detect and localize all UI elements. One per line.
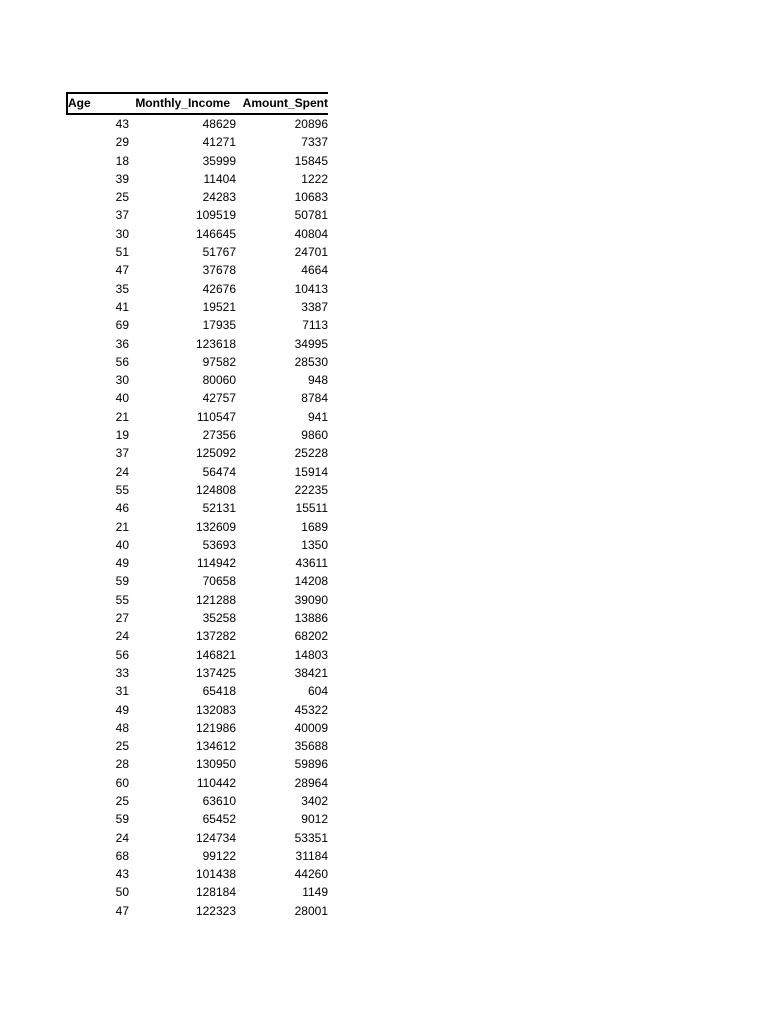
cell-age[interactable]: 37 [115,208,129,223]
cell-age[interactable]: 36 [115,336,129,351]
cell-monthly-income[interactable]: 35999 [202,153,236,168]
cell-age[interactable]: 59 [115,812,129,827]
cell-monthly-income[interactable]: 125092 [195,446,236,461]
cell-monthly-income[interactable]: 27356 [202,428,236,443]
table-row [67,755,328,773]
table-row [67,298,328,316]
cell-age[interactable]: 33 [115,665,129,680]
cell-age[interactable]: 28 [115,757,129,772]
cell-age[interactable]: 56 [115,354,129,369]
cell-age[interactable]: 37 [115,446,129,461]
cell-age[interactable]: 40 [115,391,129,406]
table-row [67,609,328,627]
cell-age[interactable]: 47 [115,903,129,918]
table-row [67,353,328,371]
table-body [67,114,328,920]
cell-age[interactable]: 46 [115,501,129,516]
cell-amount-spent[interactable]: 45322 [294,702,328,717]
table-row [67,627,328,645]
cell-amount-spent[interactable]: 59896 [294,757,328,772]
header-amount-spent[interactable]: Amount_Spent [236,93,328,114]
cell-amount-spent[interactable]: 1149 [302,885,328,900]
cell-monthly-income[interactable]: 99122 [202,848,236,863]
cell-age[interactable]: 25 [115,190,129,205]
cell-amount-spent[interactable]: 9012 [301,812,328,827]
cell-age[interactable]: 29 [115,135,129,150]
cell-amount-spent[interactable]: 44260 [294,867,328,882]
cell-age[interactable]: 24 [115,830,129,845]
cell-age[interactable]: 59 [115,574,129,589]
cell-amount-spent[interactable]: 53351 [294,830,328,845]
table-row [67,170,328,188]
cell-amount-spent[interactable]: 1350 [301,537,328,552]
table-row [67,646,328,664]
cell-age[interactable]: 21 [115,519,129,534]
table-row [67,737,328,755]
cell-monthly-income[interactable]: 41271 [202,135,236,150]
cell-age[interactable]: 18 [115,153,129,168]
cell-monthly-income[interactable]: 42757 [202,391,236,406]
table-row [67,847,328,865]
table-row [67,426,328,444]
table-row [67,389,328,407]
table-row [67,481,328,499]
table-row [67,536,328,554]
table-row [67,152,328,170]
cell-amount-spent[interactable]: 4664 [301,263,328,278]
data-table [66,92,328,920]
cell-monthly-income[interactable]: 124808 [195,482,236,497]
cell-amount-spent[interactable]: 948 [307,373,328,388]
cell-monthly-income[interactable]: 110442 [196,775,236,790]
cell-amount-spent[interactable]: 7113 [302,318,328,333]
cell-monthly-income[interactable]: 65452 [202,812,236,827]
cell-amount-spent[interactable]: 14208 [294,574,328,589]
cell-monthly-income[interactable]: 121288 [195,592,236,607]
cell-amount-spent[interactable]: 1222 [301,171,328,186]
cell-amount-spent[interactable]: 43611 [295,556,328,571]
table-row [67,719,328,737]
table-row [67,225,328,243]
cell-age[interactable]: 56 [115,647,129,662]
cell-monthly-income[interactable]: 42676 [202,281,236,296]
cell-amount-spent[interactable]: 39090 [294,592,328,607]
cell-amount-spent[interactable]: 3387 [301,299,328,314]
cell-amount-spent[interactable]: 34995 [294,336,328,351]
cell-monthly-income[interactable]: 101438 [195,867,236,882]
cell-amount-spent[interactable]: 25228 [294,446,328,461]
table-row [67,701,328,719]
cell-monthly-income[interactable]: 121986 [195,720,236,735]
cell-monthly-income[interactable]: 11404 [203,171,236,186]
cell-age[interactable]: 41 [115,299,129,314]
cell-monthly-income[interactable]: 128184 [195,885,236,900]
cell-monthly-income[interactable]: 137425 [195,665,236,680]
cell-age[interactable]: 31 [115,684,129,699]
cell-monthly-income[interactable]: 110547 [196,409,236,424]
cell-age[interactable]: 51 [115,245,129,260]
cell-monthly-income[interactable]: 70658 [202,574,236,589]
cell-amount-spent[interactable]: 941 [307,409,328,424]
cell-monthly-income[interactable]: 52131 [202,501,236,516]
cell-monthly-income[interactable]: 63610 [202,793,236,808]
cell-monthly-income[interactable]: 17935 [202,318,236,333]
cell-age[interactable]: 21 [115,409,129,424]
cell-monthly-income[interactable]: 114942 [196,556,236,571]
cell-amount-spent[interactable]: 28964 [294,775,328,790]
table-row [67,865,328,883]
table-row [67,591,328,609]
cell-amount-spent[interactable]: 50781 [294,208,328,223]
cell-monthly-income[interactable]: 109519 [195,208,236,223]
table-row [67,682,328,700]
cell-monthly-income[interactable]: 97582 [202,354,236,369]
cell-amount-spent[interactable]: 10683 [294,190,328,205]
table-row [67,261,328,279]
table-row [67,883,328,901]
table-row [67,664,328,682]
header-row [67,93,328,114]
cell-age[interactable]: 60 [115,775,129,790]
table-row [67,335,328,353]
cell-monthly-income[interactable]: 130950 [195,757,236,772]
cell-amount-spent[interactable]: 28530 [294,354,328,369]
cell-age[interactable]: 47 [115,263,129,278]
cell-amount-spent[interactable]: 15845 [294,153,328,168]
cell-monthly-income[interactable]: 132083 [195,702,236,717]
table-row [67,316,328,334]
table-row [67,463,328,481]
cell-monthly-income[interactable]: 65418 [202,684,236,699]
table-row [67,188,328,206]
cell-age[interactable]: 55 [115,592,129,607]
table-row [67,280,328,298]
cell-age[interactable]: 25 [115,793,129,808]
table-row [67,774,328,792]
table-row [67,518,328,536]
cell-age[interactable]: 19 [115,428,129,443]
table-row [67,133,328,151]
cell-age[interactable]: 49 [115,702,129,717]
cell-monthly-income[interactable]: 51767 [202,245,236,260]
cell-amount-spent[interactable]: 40009 [294,720,328,735]
cell-monthly-income[interactable]: 123618 [195,336,236,351]
cell-age[interactable]: 24 [115,464,129,479]
cell-amount-spent[interactable]: 13886 [294,611,328,626]
cell-amount-spent[interactable]: 14803 [294,647,328,662]
cell-age[interactable]: 40 [115,537,129,552]
cell-amount-spent[interactable]: 20896 [294,117,328,131]
table-row [67,243,328,261]
cell-monthly-income[interactable]: 146645 [195,226,236,241]
cell-amount-spent[interactable]: 35688 [294,739,328,754]
cell-amount-spent[interactable]: 40804 [294,226,328,241]
table-row [67,792,328,810]
cell-amount-spent[interactable]: 22235 [294,482,328,497]
cell-monthly-income[interactable]: 137282 [195,629,236,644]
cell-age[interactable]: 24 [115,629,129,644]
table-row [67,499,328,517]
cell-age[interactable]: 43 [115,117,129,131]
cell-monthly-income[interactable]: 122323 [195,903,236,918]
cell-amount-spent[interactable]: 604 [307,684,328,699]
cell-amount-spent[interactable]: 15511 [295,501,328,516]
cell-age[interactable]: 35 [115,281,129,296]
cell-monthly-income[interactable]: 48629 [202,117,236,131]
cell-monthly-income[interactable]: 35258 [202,611,236,626]
cell-age[interactable]: 69 [115,318,129,333]
table-row [67,408,328,426]
cell-monthly-income[interactable]: 146821 [195,647,236,662]
table-row [67,902,328,920]
table-row [67,810,328,828]
cell-age[interactable]: 55 [115,482,129,497]
cell-age[interactable]: 30 [115,226,129,241]
cell-amount-spent[interactable]: 7337 [301,135,328,150]
cell-age[interactable]: 25 [115,739,129,754]
table-row [67,114,328,133]
cell-amount-spent[interactable]: 31184 [295,848,328,863]
cell-amount-spent[interactable]: 38421 [294,665,328,680]
cell-monthly-income[interactable]: 24283 [202,190,236,205]
cell-monthly-income[interactable]: 80060 [202,373,236,388]
cell-amount-spent[interactable]: 24701 [294,245,328,260]
cell-amount-spent[interactable]: 28001 [294,903,328,918]
cell-amount-spent[interactable]: 8784 [301,391,328,406]
spreadsheet [66,92,328,920]
cell-age[interactable]: 43 [115,867,129,882]
cell-age[interactable]: 49 [115,556,129,571]
cell-age[interactable]: 50 [115,885,129,900]
cell-monthly-income[interactable]: 132609 [195,519,236,534]
cell-age[interactable]: 39 [115,171,129,186]
cell-age[interactable]: 30 [115,373,129,388]
cell-amount-spent[interactable]: 3402 [301,793,328,808]
cell-amount-spent[interactable]: 9860 [301,428,328,443]
table-row [67,829,328,847]
cell-age[interactable]: 68 [115,848,129,863]
cell-amount-spent[interactable]: 1689 [301,519,328,534]
table-row [67,371,328,389]
header-monthly-income[interactable]: Monthly_Income [130,93,236,114]
cell-monthly-income[interactable]: 37678 [202,263,236,278]
table-row [67,572,328,590]
table-row [67,206,328,224]
cell-monthly-income[interactable]: 134612 [195,739,236,754]
cell-monthly-income[interactable]: 124734 [195,830,236,845]
cell-monthly-income[interactable]: 19521 [202,299,236,314]
cell-age[interactable]: 27 [115,611,129,626]
table-row [67,444,328,462]
header-age[interactable]: Age [67,93,130,114]
cell-amount-spent[interactable]: 15914 [294,464,328,479]
cell-monthly-income[interactable]: 56474 [202,464,236,479]
cell-age[interactable]: 48 [115,720,129,735]
cell-monthly-income[interactable]: 53693 [202,537,236,552]
cell-amount-spent[interactable]: 10413 [294,281,328,296]
table-row [67,554,328,572]
cell-amount-spent[interactable]: 68202 [294,629,328,644]
